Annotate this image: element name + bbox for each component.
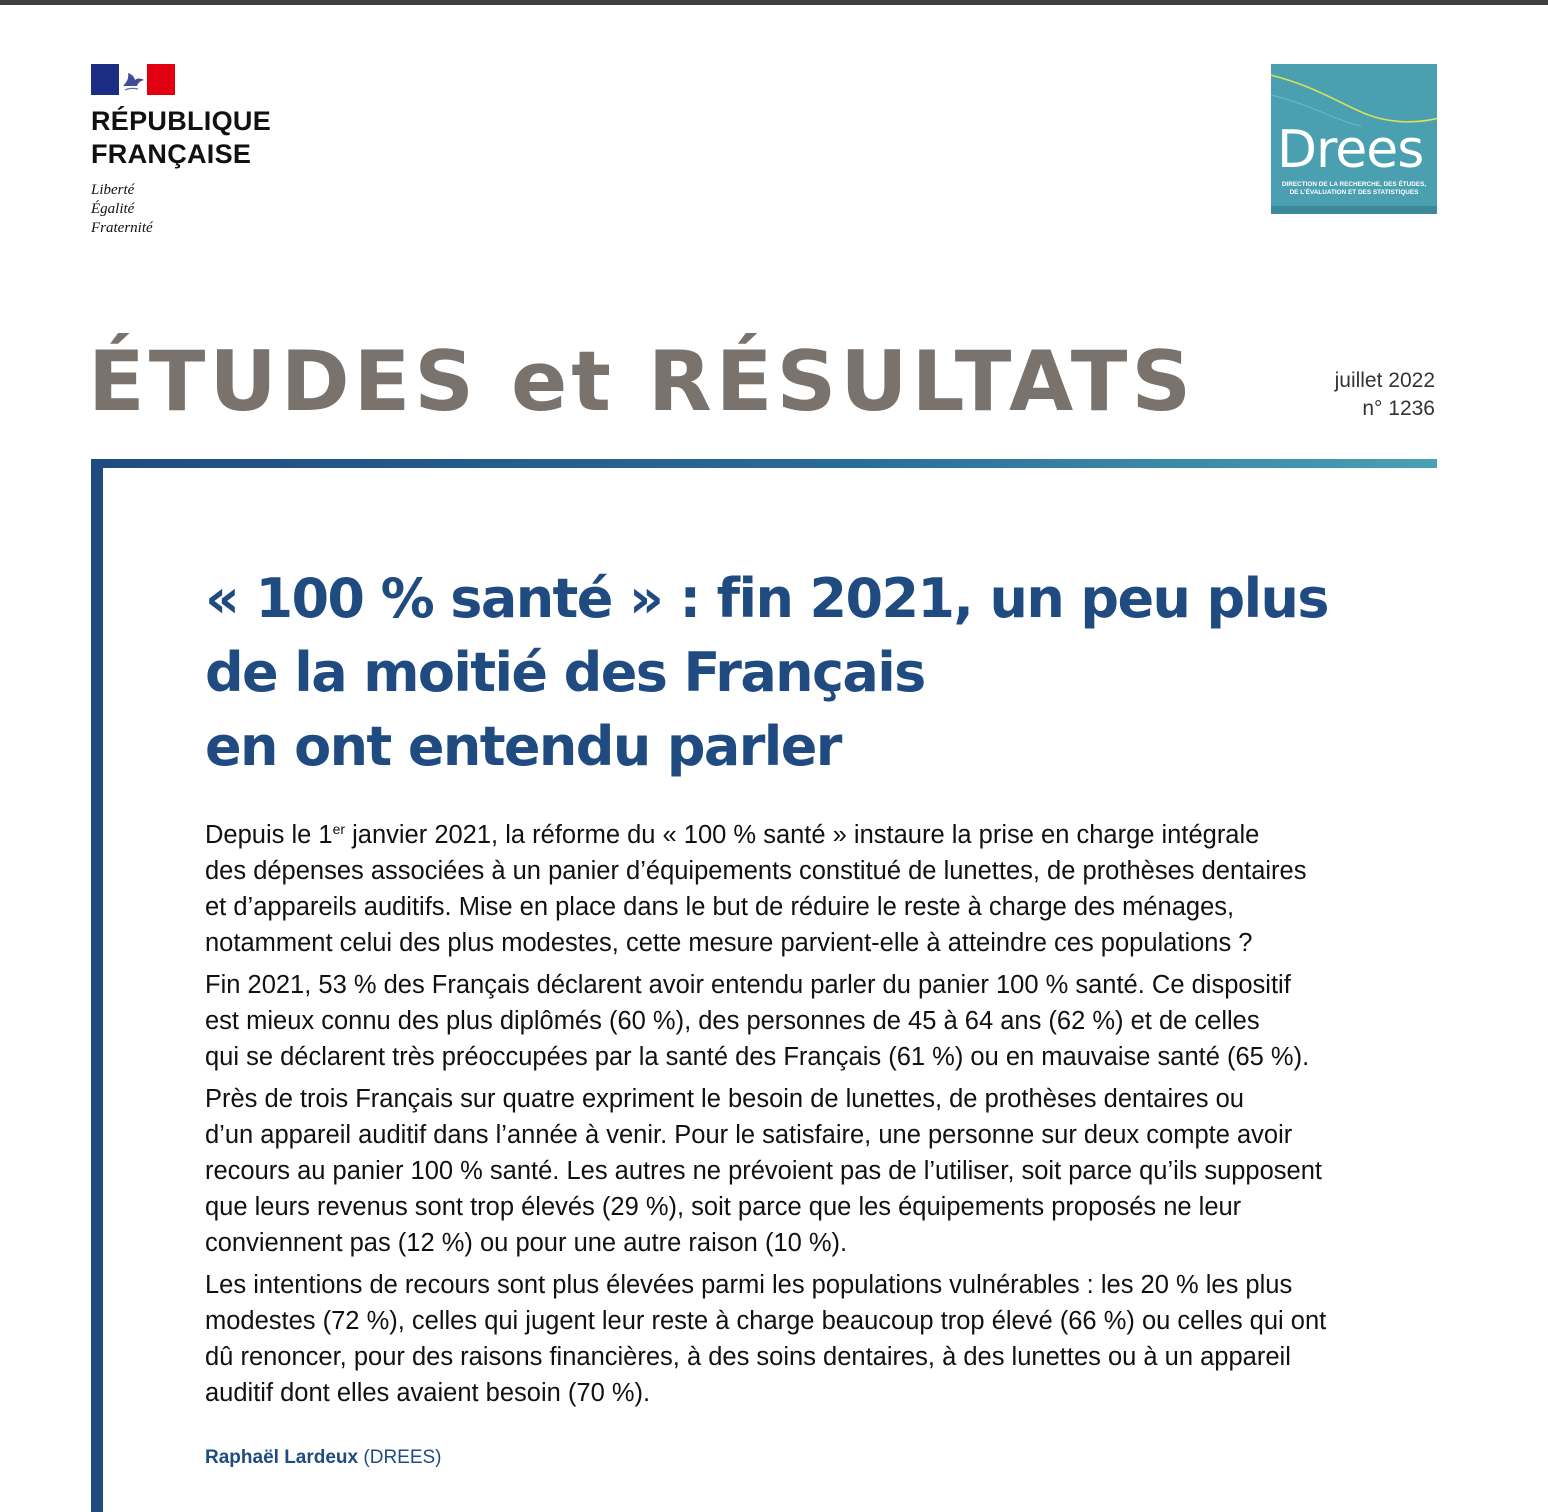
text-line: et d’appareils auditifs. Mise en place dans le but de réduire le reste à charge des ménages,	[205, 893, 1235, 921]
text-line: conviennent pas (12 %) ou pour une autre raison (10 %).	[205, 1229, 848, 1257]
text-line: auditif dont elles avaient besoin (70 %).	[205, 1379, 651, 1407]
drees-wordmark: Drees	[1277, 120, 1424, 180]
marianne-flag-icon	[91, 64, 175, 95]
drees-band	[1271, 206, 1437, 214]
frame-left-rule	[91, 459, 103, 1512]
text-line: qui se déclarent très préoccupées par la santé des Français (61 %) ou en mauvaise santé (65 %).	[205, 1043, 1310, 1071]
republique-francaise-logo	[91, 64, 311, 238]
text-line: Depuis le 1er janvier 2021, la réforme du « 100 % santé » instaure la prise en charge intégrale	[205, 821, 1260, 849]
republique-francaise-name: RÉPUBLIQUE FRANÇAISE	[91, 106, 272, 169]
text-line: Les intentions de recours sont plus élevées parmi les populations vulnérables : les 20 % les plus	[205, 1271, 1293, 1299]
abstract-paragraph-2	[205, 967, 1445, 1075]
abstract-paragraph-4	[205, 1267, 1445, 1411]
issue-date: juillet 2022	[1334, 369, 1435, 392]
text-line: est mieux connu des plus diplômés (60 %), des personnes de 45 à 64 ans (62 %) et de celles	[205, 1007, 1260, 1035]
article-abstract	[205, 817, 1445, 1417]
author-name: Raphaël Lardeux	[205, 1447, 359, 1468]
text-line: Fin 2021, 53 % des Français déclarent avoir entendu parler du panier 100 % santé. Ce dispositif	[205, 971, 1291, 999]
issue-info	[1335, 367, 1435, 423]
article-title-line: « 100 % santé » : fin 2021, un peu plus	[205, 567, 1328, 630]
drees-subtitle: DIRECTION DE LA RECHERCHE, DES ÉTUDES, DE L'ÉVALUATION ET DES STATISTIQUES	[1281, 181, 1427, 196]
author-line	[205, 1444, 442, 1472]
text-line: notamment celui des plus modestes, cette mesure parvient-elle à atteindre ces populations ?	[205, 929, 1253, 957]
text-line: d’un appareil auditif dans l’année à venir. Pour le satisfaire, une personne sur deux compte avoir	[205, 1121, 1293, 1149]
republic-motto: Liberté Égalité Fraternité	[91, 182, 153, 236]
series-title: ÉTUDES et RÉSULTATS	[88, 333, 1196, 430]
issue-number: n° 1236	[1362, 397, 1435, 420]
article-title	[205, 562, 1405, 784]
text-line: des dépenses associées à un panier d’équipements constitué de lunettes, de prothèses dentaires	[205, 857, 1307, 885]
author-affiliation: (DREES)	[363, 1447, 442, 1468]
drees-logo	[1271, 64, 1437, 214]
abstract-paragraph-3	[205, 1081, 1445, 1261]
text-line: recours au panier 100 % santé. Les autres ne prévoient pas de l’utiliser, soit parce qu’ils supposent	[205, 1157, 1322, 1185]
text-line: que leurs revenus sont trop élevés (29 %), soit parce que les équipements proposés ne leur	[205, 1193, 1242, 1221]
text-line: modestes (72 %), celles qui jugent leur reste à charge beaucoup trop élevé (66 %) ou celles qui ont	[205, 1307, 1327, 1335]
abstract-paragraph-1	[205, 817, 1445, 961]
article-title-line: en ont entendu parler	[205, 715, 841, 778]
text-line: Près de trois Français sur quatre expriment le besoin de lunettes, de prothèses dentaires ou	[205, 1085, 1244, 1113]
frame-top-rule	[91, 459, 1437, 468]
text-line: dû renoncer, pour des raisons financières, à des soins dentaires, à des lunettes ou à un appareil	[205, 1343, 1291, 1371]
top-border	[0, 0, 1548, 5]
article-title-line: de la moitié des Français	[205, 641, 925, 704]
